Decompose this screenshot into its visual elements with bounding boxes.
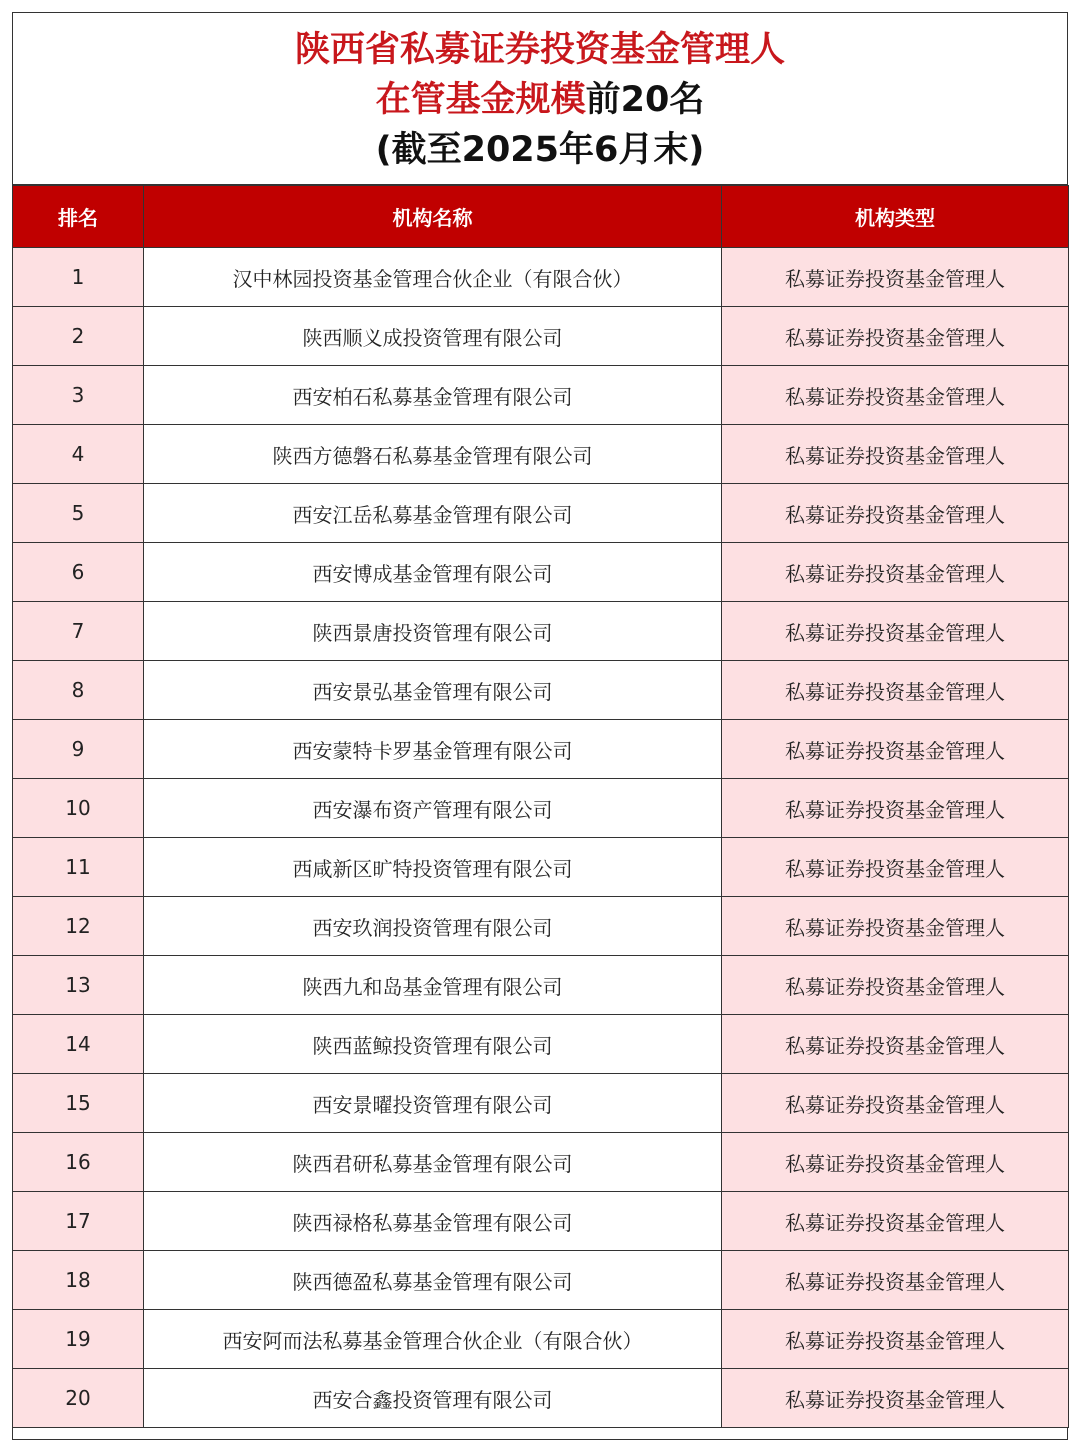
name-cell: 西安博成基金管理有限公司 <box>144 543 722 602</box>
name-cell: 西安柏石私募基金管理有限公司 <box>144 366 722 425</box>
ranking-table <box>12 185 1069 1428</box>
title-line-2-red: 在管基金规模 <box>375 80 586 120</box>
title-block <box>12 12 1068 185</box>
type-cell: 私募证券投资基金管理人 <box>722 1015 1069 1074</box>
title-line-2 <box>12 80 1068 120</box>
name-cell: 陕西九和岛基金管理有限公司 <box>144 956 722 1015</box>
name-cell: 西咸新区旷特投资管理有限公司 <box>144 838 722 897</box>
rank-cell: 16 <box>13 1133 144 1192</box>
type-cell: 私募证券投资基金管理人 <box>722 425 1069 484</box>
table-row <box>13 1251 1069 1310</box>
rank-cell: 12 <box>13 897 144 956</box>
type-cell: 私募证券投资基金管理人 <box>722 484 1069 543</box>
name-cell: 陕西方德磐石私募基金管理有限公司 <box>144 425 722 484</box>
rank-cell: 6 <box>13 543 144 602</box>
rank-cell: 18 <box>13 1251 144 1310</box>
rank-cell: 14 <box>13 1015 144 1074</box>
rank-cell: 15 <box>13 1074 144 1133</box>
type-cell: 私募证券投资基金管理人 <box>722 1192 1069 1251</box>
type-cell: 私募证券投资基金管理人 <box>722 1133 1069 1192</box>
rank-cell: 10 <box>13 779 144 838</box>
type-cell: 私募证券投资基金管理人 <box>722 1369 1069 1428</box>
header-type: 机构类型 <box>722 186 1069 248</box>
table-row <box>13 307 1069 366</box>
name-cell: 汉中林园投资基金管理合伙企业（有限合伙） <box>144 248 722 307</box>
table-row <box>13 1310 1069 1369</box>
title-line-3: (截至2025年6月末) <box>375 130 705 170</box>
table-row <box>13 366 1069 425</box>
name-cell: 陕西景唐投资管理有限公司 <box>144 602 722 661</box>
type-cell: 私募证券投资基金管理人 <box>722 307 1069 366</box>
type-cell: 私募证券投资基金管理人 <box>722 543 1069 602</box>
type-cell: 私募证券投资基金管理人 <box>722 602 1069 661</box>
table-row <box>13 1369 1069 1428</box>
name-cell: 陕西蓝鲸投资管理有限公司 <box>144 1015 722 1074</box>
table-row <box>13 897 1069 956</box>
table-row <box>13 1074 1069 1133</box>
name-cell: 陕西君研私募基金管理有限公司 <box>144 1133 722 1192</box>
title-line-1: 陕西省私募证券投资基金管理人 <box>294 30 785 70</box>
name-cell: 西安蒙特卡罗基金管理有限公司 <box>144 720 722 779</box>
rank-cell: 9 <box>13 720 144 779</box>
table-row <box>13 720 1069 779</box>
table-row <box>13 1192 1069 1251</box>
type-cell: 私募证券投资基金管理人 <box>722 1251 1069 1310</box>
rank-cell: 11 <box>13 838 144 897</box>
table-row <box>13 1015 1069 1074</box>
type-cell: 私募证券投资基金管理人 <box>722 248 1069 307</box>
type-cell: 私募证券投资基金管理人 <box>722 838 1069 897</box>
rank-cell: 13 <box>13 956 144 1015</box>
header-name: 机构名称 <box>144 186 722 248</box>
rank-cell: 5 <box>13 484 144 543</box>
name-cell: 西安江岳私募基金管理有限公司 <box>144 484 722 543</box>
table-row <box>13 484 1069 543</box>
table-row <box>13 838 1069 897</box>
type-cell: 私募证券投资基金管理人 <box>722 956 1069 1015</box>
rank-cell: 2 <box>13 307 144 366</box>
rank-cell: 4 <box>13 425 144 484</box>
type-cell: 私募证券投资基金管理人 <box>722 1074 1069 1133</box>
name-cell: 西安景弘基金管理有限公司 <box>144 661 722 720</box>
type-cell: 私募证券投资基金管理人 <box>722 720 1069 779</box>
title-line-2-black: 前20名 <box>585 80 705 120</box>
rank-cell: 17 <box>13 1192 144 1251</box>
rank-cell: 7 <box>13 602 144 661</box>
name-cell: 西安瀑布资产管理有限公司 <box>144 779 722 838</box>
table-row <box>13 248 1069 307</box>
name-cell: 西安玖润投资管理有限公司 <box>144 897 722 956</box>
table-row <box>13 956 1069 1015</box>
table-row <box>13 543 1069 602</box>
type-cell: 私募证券投资基金管理人 <box>722 779 1069 838</box>
table-row <box>13 661 1069 720</box>
table-row <box>13 425 1069 484</box>
type-cell: 私募证券投资基金管理人 <box>722 366 1069 425</box>
type-cell: 私募证券投资基金管理人 <box>722 897 1069 956</box>
name-cell: 陕西顺义成投资管理有限公司 <box>144 307 722 366</box>
table-row <box>13 779 1069 838</box>
header-rank: 排名 <box>13 186 144 248</box>
name-cell: 西安阿而法私募基金管理合伙企业（有限合伙） <box>144 1310 722 1369</box>
type-cell: 私募证券投资基金管理人 <box>722 1310 1069 1369</box>
name-cell: 西安合鑫投资管理有限公司 <box>144 1369 722 1428</box>
rank-cell: 3 <box>13 366 144 425</box>
rank-cell: 19 <box>13 1310 144 1369</box>
rank-cell: 20 <box>13 1369 144 1428</box>
name-cell: 西安景曜投资管理有限公司 <box>144 1074 722 1133</box>
name-cell: 陕西德盈私募基金管理有限公司 <box>144 1251 722 1310</box>
rank-cell: 1 <box>13 248 144 307</box>
table-header-row <box>13 186 1069 248</box>
table-row <box>13 602 1069 661</box>
name-cell: 陕西禄格私募基金管理有限公司 <box>144 1192 722 1251</box>
table-row <box>13 1133 1069 1192</box>
rank-cell: 8 <box>13 661 144 720</box>
type-cell: 私募证券投资基金管理人 <box>722 661 1069 720</box>
